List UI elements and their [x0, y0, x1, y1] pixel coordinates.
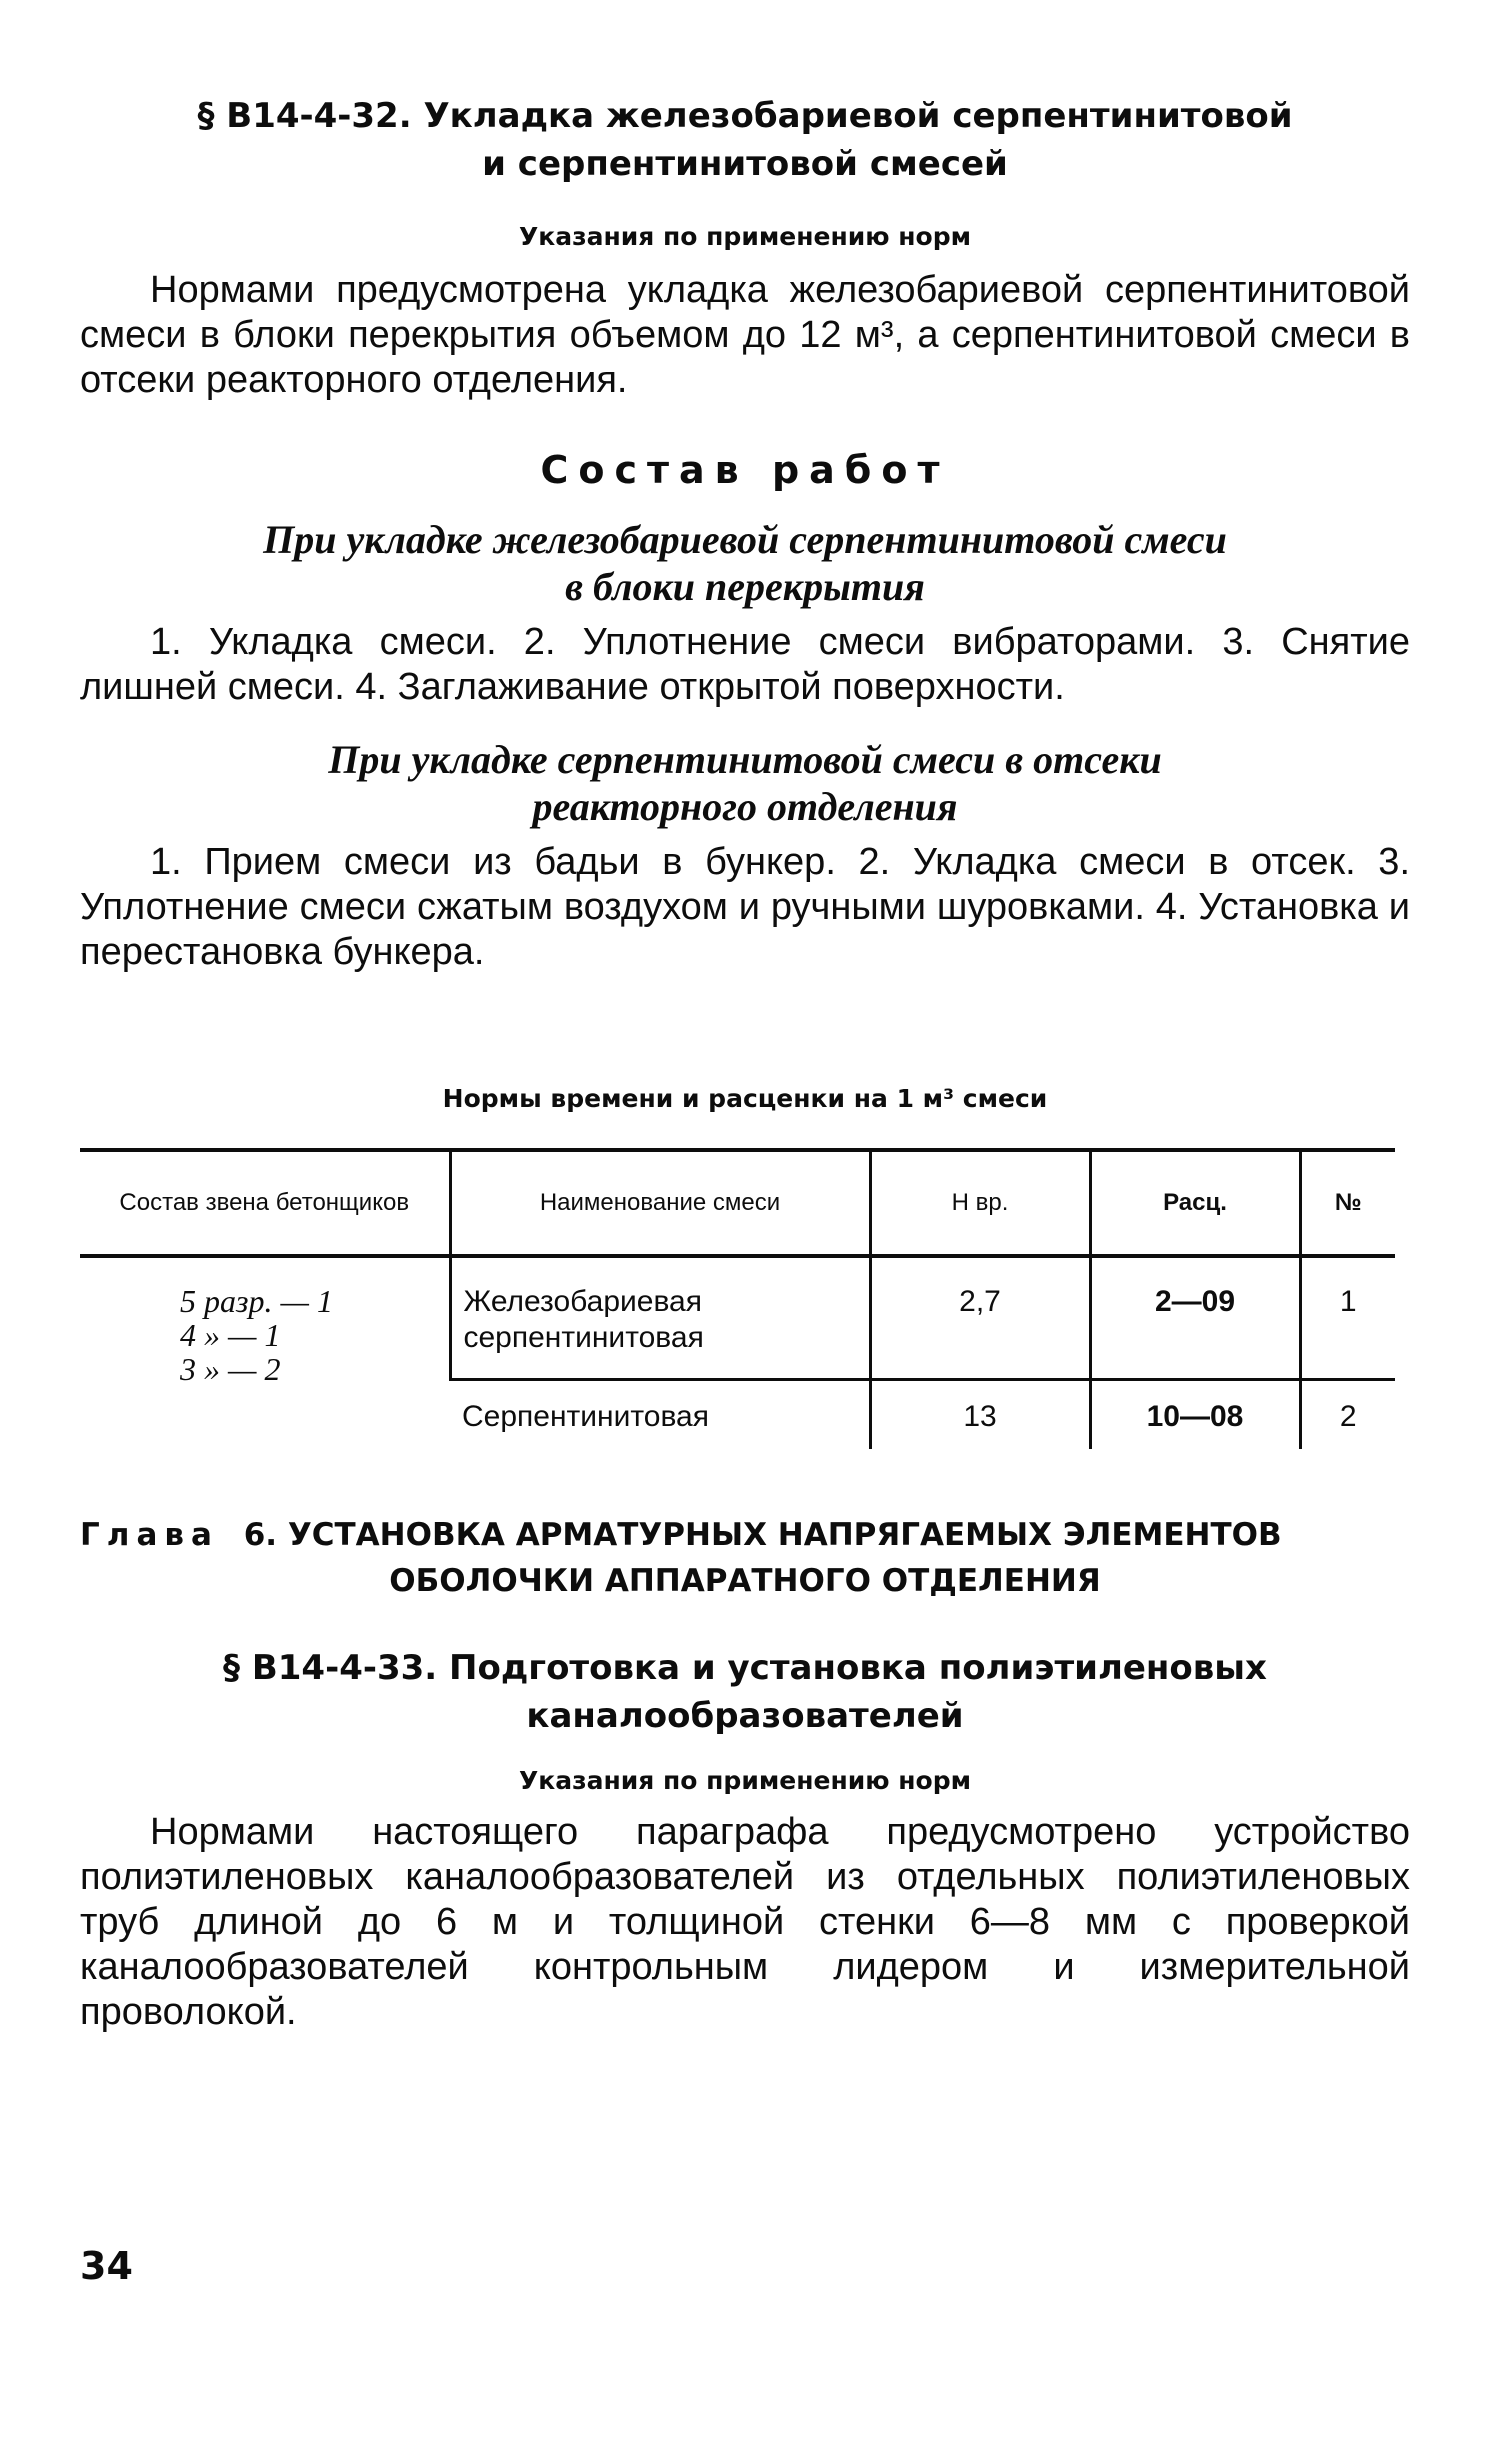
section-title-line-2: и серпентинитовой смесей: [482, 144, 1008, 184]
work-subsection-heading-line-1: При укладке железобариевой серпентинитовой смеси: [263, 517, 1227, 562]
header-mix: Наименование смеси: [450, 1150, 870, 1256]
guidance-heading: Указания по применению норм: [518, 1766, 972, 1795]
section-title-line-2: каналообразователей: [526, 1696, 964, 1736]
page-number: 34: [80, 2244, 133, 2288]
work-steps-paragraph: 1. Укладка смеси. 2. Уплотнение смеси вибраторами. 3. Снятие лишней смеси. 4. Заглаживание открытой поверхности.: [80, 621, 1410, 708]
crew-line: 4 » — 1: [180, 1317, 281, 1353]
number-cell: 2: [1300, 1380, 1395, 1450]
chapter-title-line-1: УСТАНОВКА АРМАТУРНЫХ НАПРЯГАЕМЫХ ЭЛЕМЕНТОВ: [287, 1517, 1282, 1553]
work-subsection-heading: [80, 736, 1410, 830]
header-crew: Состав звена бетонщиков: [80, 1150, 450, 1256]
work-subsection-heading-line-2: в блоки перекрытия: [565, 564, 925, 609]
table-row: [80, 1256, 1395, 1380]
time-cell: 13: [870, 1380, 1090, 1450]
header-rate: Расц.: [1090, 1150, 1300, 1256]
section-title-line-1: § В14-4-33. Подготовка и установка полиэтиленовых: [223, 1648, 1267, 1688]
work-subsection-heading-line-2: реакторного отделения: [532, 784, 958, 829]
crew-cell: [80, 1256, 450, 1449]
rate-cell: 2—09: [1090, 1256, 1300, 1380]
crew-line: 5 разр. — 1: [180, 1283, 333, 1319]
guidance-heading: Указания по применению норм: [518, 222, 972, 251]
header-time: Н вр.: [870, 1150, 1090, 1256]
section-title: [80, 1644, 1410, 1740]
chapter-label: Глава: [80, 1517, 219, 1553]
chapter-number: 6.: [243, 1517, 278, 1553]
work-subsection-heading-line-1: При укладке серпентинитовой смеси в отсеки: [328, 737, 1162, 782]
header-no: №: [1300, 1150, 1395, 1256]
section-title: [80, 92, 1410, 188]
table-title: Нормы времени и расценки на 1 м³ смеси: [442, 1084, 1048, 1113]
chapter-title-line-2: ОБОЛОЧКИ АППАРАТНОГО ОТДЕЛЕНИЯ: [389, 1563, 1101, 1599]
work-steps-paragraph: 1. Прием смеси из бадьи в бункер. 2. Укладка смеси в отсек. 3. Уплотнение смеси сжатым воздухом и ручными шуровками. 4. Установка и перестановка бункера.: [80, 841, 1410, 973]
chapter-title: [80, 1512, 1410, 1604]
mix-cell: Серпентинитовая: [450, 1380, 870, 1450]
crew-line: 3 » — 2: [180, 1351, 281, 1387]
work-subsection-heading: [80, 516, 1410, 610]
mix-cell: Железобариевая серпентинитовая: [450, 1256, 870, 1380]
section-title-line-1: § В14-4-32. Укладка железобариевой серпентинитовой: [197, 96, 1293, 136]
guidance-paragraph: Нормами настоящего параграфа предусмотрено устройство полиэтиленовых каналообразователей из отдельных полиэтиленовых труб длиной до 6 м и толщиной стенки 6—8 мм с проверкой каналообразователей контрольным лидером и измерительной проволокой.: [80, 1811, 1410, 2033]
table-header-row: [80, 1150, 1395, 1256]
rate-cell: 10—08: [1090, 1380, 1300, 1450]
time-cell: 2,7: [870, 1256, 1090, 1380]
guidance-paragraph: Нормами предусмотрена укладка железобариевой серпентинитовой смеси в блоки перекрытия объемом до 12 м³, а серпентинитовой смеси в отсеки реакторного отделения.: [80, 269, 1410, 401]
norms-table: [80, 1148, 1395, 1449]
number-cell: 1: [1300, 1256, 1395, 1380]
work-composition-heading: Состав работ: [540, 448, 950, 492]
